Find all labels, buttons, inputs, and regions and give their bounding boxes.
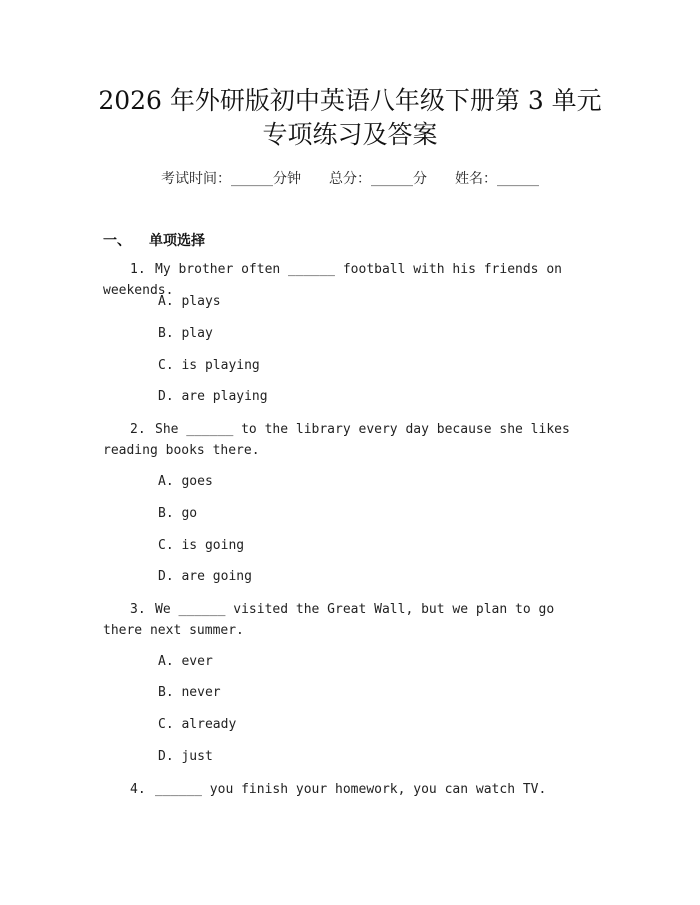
question-4 — [103, 779, 593, 800]
option-1a: A. plays — [158, 294, 221, 309]
document-title-line1: 2026 年外研版初中英语八年级下册第 3 单元 — [98, 86, 602, 115]
option-2b: B. go — [158, 506, 198, 521]
question-text: ______ you finish your homework, you can watch TV. — [155, 782, 547, 797]
option-2c: C. is going — [158, 538, 245, 553]
option-3a: A. ever — [158, 654, 213, 669]
option-2a: A. goes — [158, 474, 213, 489]
question-number: 4. — [130, 782, 146, 797]
option-3c: C. already — [158, 717, 237, 732]
option-2d: D. are going — [158, 569, 252, 584]
option-3b: B. never — [158, 685, 221, 700]
question-number: 1. — [130, 262, 146, 277]
total-score-field: 总分：______分 — [329, 171, 427, 187]
exam-meta — [0, 168, 700, 188]
option-1d: D. are playing — [158, 389, 268, 404]
student-name-field: 姓名：______ — [455, 171, 539, 187]
option-1b: B. play — [158, 326, 213, 341]
question-text: We ______ visited the Great Wall, but we plan to go there next summer. — [103, 602, 555, 638]
exam-time-field: 考试时间：______分钟 — [161, 171, 301, 187]
document-title-line2: 专项练习及答案 — [262, 120, 438, 149]
question-text: She ______ to the library every day because she likes reading books there. — [103, 422, 570, 458]
section-heading — [103, 230, 205, 250]
section-number: 一、 — [103, 233, 131, 249]
question-3 — [103, 599, 593, 641]
option-1c: C. is playing — [158, 358, 260, 373]
question-text: My brother often ______ football with his friends on weekends. — [103, 262, 562, 298]
option-3d: D. just — [158, 749, 213, 764]
question-2 — [103, 419, 593, 461]
question-number: 2. — [130, 422, 146, 437]
question-number: 3. — [130, 602, 146, 617]
section-title: 单项选择 — [149, 233, 205, 249]
